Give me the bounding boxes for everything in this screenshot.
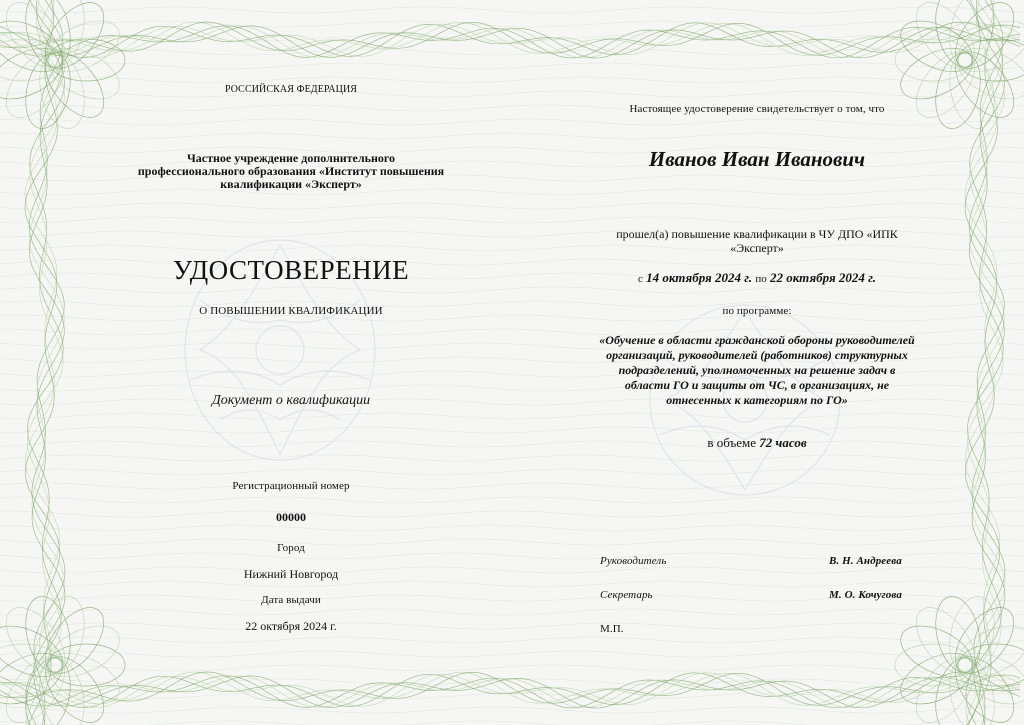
institution-name bbox=[138, 152, 444, 191]
document-type: Документ о квалификации bbox=[211, 393, 371, 408]
head-signature-name: В. Н. Андреева bbox=[829, 555, 902, 567]
course-volume bbox=[707, 435, 806, 451]
period-end-date: 22 октября 2024 г. bbox=[770, 270, 877, 285]
head-signature-label: Руководитель bbox=[600, 555, 667, 567]
period-start-date: 14 октября 2024 г. bbox=[646, 270, 753, 285]
registration-number: 00000 bbox=[276, 510, 306, 524]
issue-date-value: 22 октября 2024 г. bbox=[245, 619, 337, 633]
registration-label: Регистрационный номер bbox=[232, 480, 350, 492]
training-period bbox=[638, 270, 876, 286]
institution-line: профессионального образования «Институт повышения bbox=[137, 164, 445, 178]
completion-statement bbox=[616, 227, 898, 255]
completion-line: «Эксперт» bbox=[730, 241, 784, 255]
country-label: РОССИЙСКАЯ ФЕДЕРАЦИЯ bbox=[224, 84, 358, 95]
program-line: области ГО и защиты от ЧС, в организациях, не bbox=[624, 378, 890, 392]
document-subtitle: О ПОВЫШЕНИИ КВАЛИФИКАЦИИ bbox=[199, 305, 383, 317]
program-label: по программе: bbox=[722, 305, 792, 317]
completion-line: прошел(а) повышение квалификации в ЧУ ДПО «ИПК bbox=[616, 227, 898, 241]
institution-line: квалификации «Эксперт» bbox=[220, 177, 362, 191]
program-line: подразделений, уполномоченных на решение задач в bbox=[618, 363, 896, 377]
period-to-prefix: по bbox=[755, 273, 767, 285]
person-name: Иванов Иван Иванович bbox=[648, 147, 866, 171]
volume-hours: 72 часов bbox=[759, 435, 807, 450]
volume-prefix: в объеме bbox=[707, 435, 757, 450]
city-value: Нижний Новгород bbox=[243, 567, 339, 581]
issue-date-label: Дата выдачи bbox=[261, 594, 321, 606]
document-title: УДОСТОВЕРЕНИЕ bbox=[172, 255, 410, 285]
institution-line: Частное учреждение дополнительного bbox=[186, 151, 396, 165]
program-line: отнесенных к категориям по ГО» bbox=[666, 393, 848, 407]
stamp-place-label: М.П. bbox=[600, 623, 624, 635]
intro-text: Настоящее удостоверение свидетельствует о том, что bbox=[629, 103, 885, 115]
secretary-signature-label: Секретарь bbox=[600, 589, 653, 601]
program-line: организаций, руководителей (работников) структурных bbox=[606, 348, 908, 362]
program-line: «Обучение в области гражданской обороны руководителей bbox=[599, 333, 915, 347]
program-title bbox=[599, 333, 914, 408]
period-from-prefix: с bbox=[637, 273, 643, 285]
city-label: Город bbox=[277, 542, 305, 554]
secretary-signature-name: М. О. Кочугова bbox=[829, 589, 902, 601]
